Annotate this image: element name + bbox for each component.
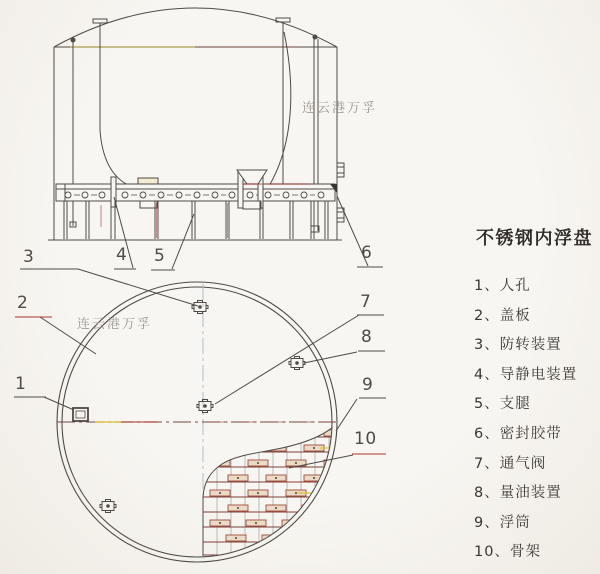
legend-item-8: 8、量油装置 bbox=[474, 485, 562, 502]
leader-3 bbox=[20, 269, 198, 306]
legend-item-4: 4、导静电装置 bbox=[474, 366, 578, 383]
roof-nozzle-right bbox=[276, 18, 290, 184]
leader-1 bbox=[14, 397, 74, 410]
legend-item-1: 1、人孔 bbox=[474, 278, 531, 294]
legend-item-7: 7、通气阀 bbox=[474, 455, 547, 472]
leader-6 bbox=[337, 196, 383, 267]
elevation-view bbox=[48, 8, 344, 240]
callout-1: 1 bbox=[15, 374, 27, 394]
dome-arc bbox=[54, 8, 337, 47]
roof-nozzle-left bbox=[93, 19, 107, 130]
manhole-rect bbox=[73, 408, 88, 421]
callout-8: 8 bbox=[361, 327, 373, 347]
vent-pedestal bbox=[243, 201, 261, 209]
watermark-plan: 连云港万孚 bbox=[77, 317, 153, 332]
callout-4: 4 bbox=[116, 245, 128, 265]
drawing-title: 不锈钢内浮盘 bbox=[476, 228, 593, 249]
watermark-elevation: 连云港万孚 bbox=[302, 101, 378, 116]
callout-5: 5 bbox=[154, 246, 166, 266]
legend-item-3: 3、防转装置 bbox=[474, 337, 562, 354]
static-cable-right bbox=[269, 32, 291, 186]
legend-item-5: 5、支腿 bbox=[474, 396, 531, 413]
callout-10: 10 bbox=[354, 429, 377, 449]
anti-rotation-guide-right bbox=[311, 35, 319, 232]
leader-9 bbox=[336, 398, 386, 431]
deck-box-bottom bbox=[140, 201, 157, 208]
callout-6: 6 bbox=[361, 243, 373, 263]
callout-3: 3 bbox=[23, 247, 35, 267]
fitting-bottom-left bbox=[100, 500, 116, 513]
leader-8 bbox=[304, 351, 385, 363]
legend-item-6: 6、密封胶带 bbox=[474, 425, 562, 442]
legend-item-9: 9、浮筒 bbox=[474, 514, 531, 531]
anti-rotation-fitting-top bbox=[192, 301, 208, 314]
legend-item-2: 2、盖板 bbox=[474, 307, 531, 324]
deck-box-top bbox=[138, 178, 158, 184]
callout-9: 9 bbox=[362, 375, 374, 395]
float-yellow-tints bbox=[298, 448, 342, 493]
vent-valve-fitting-center bbox=[197, 400, 213, 413]
support-legs bbox=[64, 201, 328, 239]
wall-bracket-upper bbox=[337, 163, 344, 177]
callout-2: 2 bbox=[17, 293, 29, 313]
leader-7 bbox=[215, 315, 384, 404]
callout-7: 7 bbox=[360, 292, 372, 312]
oil-gauge-fitting-right bbox=[289, 357, 305, 370]
parts-legend bbox=[474, 272, 600, 568]
legend-item-10: 10、骨架 bbox=[474, 544, 541, 561]
skeleton-grid bbox=[200, 423, 360, 558]
callout-leader-lines bbox=[14, 196, 386, 468]
